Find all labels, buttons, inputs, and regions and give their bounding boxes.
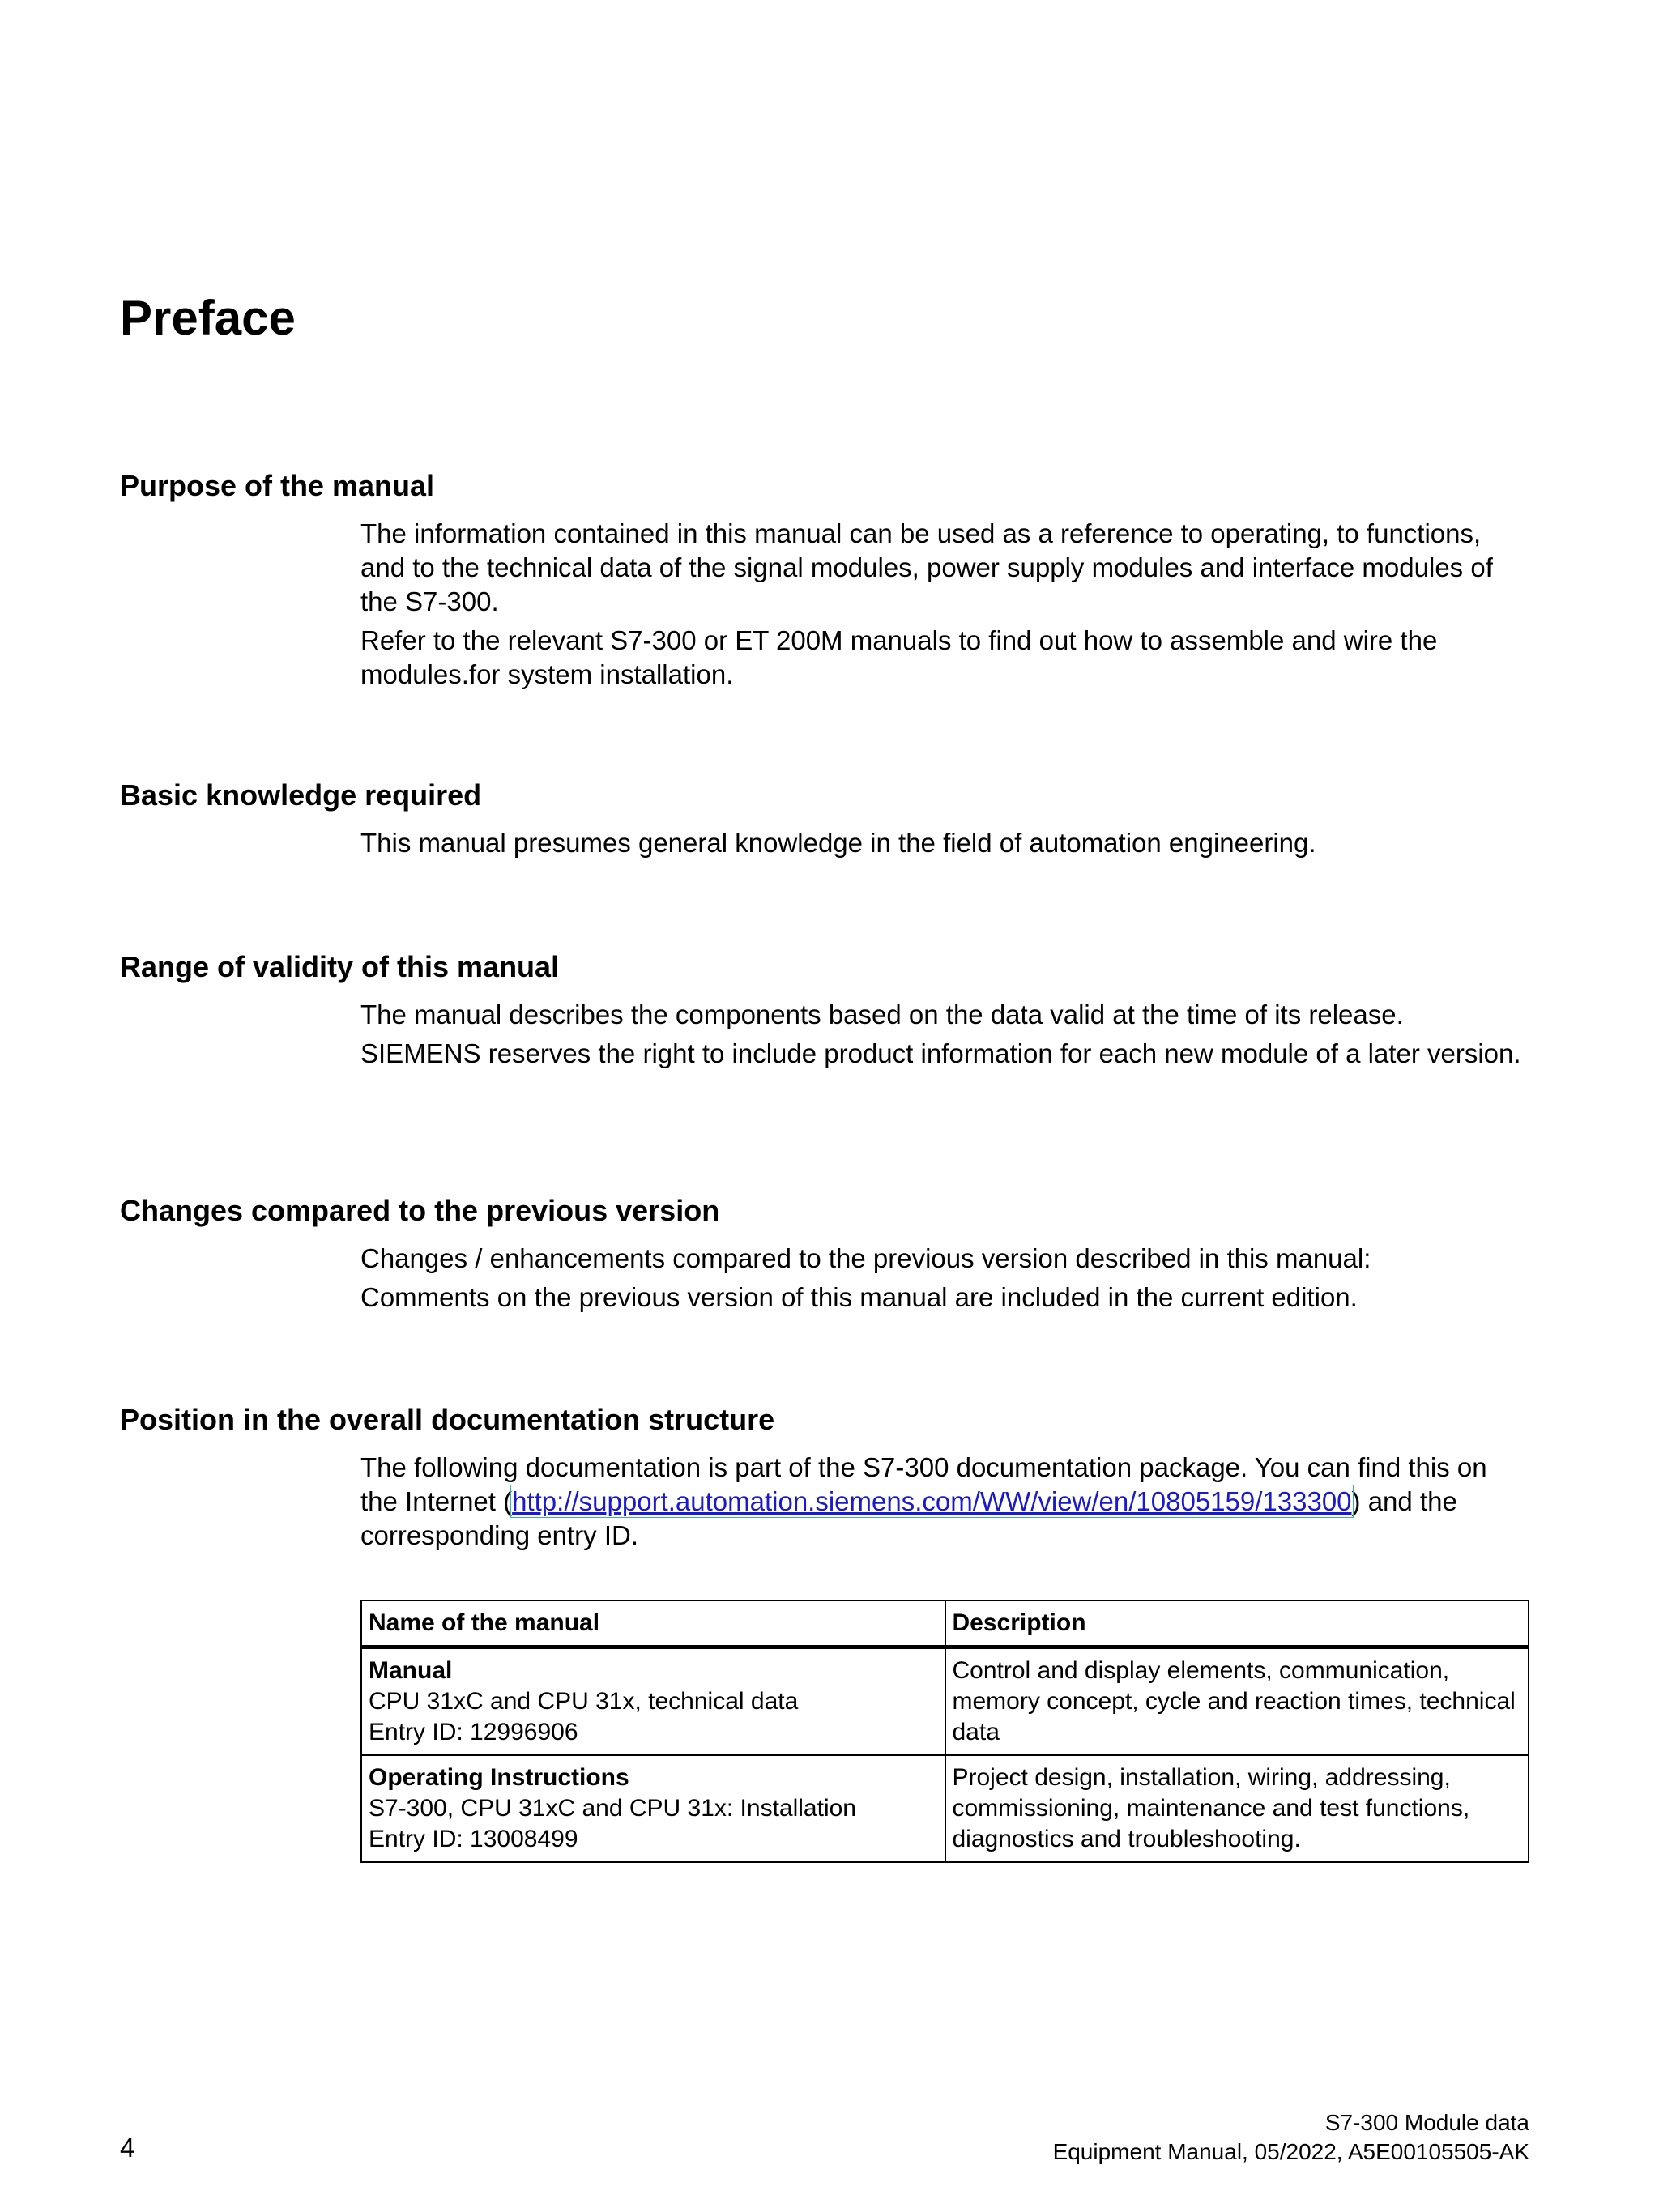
- column-header-name: Name of the manual: [361, 1600, 945, 1647]
- section-documentation-structure: [120, 1402, 1529, 1558]
- section-heading-documentation-structure: Position in the overall documentation structure: [120, 1403, 775, 1436]
- footer-doc-title: S7-300 Module data: [1324, 2110, 1529, 2135]
- manual-name-cell: [361, 1647, 945, 1756]
- page-title: Preface: [120, 291, 296, 345]
- section-heading-range-of-validity: Range of validity of this manual: [120, 950, 560, 983]
- section-heading-changes: Changes compared to the previous version: [120, 1194, 720, 1227]
- section-body-purpose: [360, 517, 1529, 692]
- paragraph: Refer to the relevant S7-300 or ET 200M manuals to find out how to assemble and wire the modules.for system installation.: [360, 625, 1438, 689]
- manual-title: S7-300, CPU 31xC and CPU 31x: Installation: [369, 1795, 856, 1822]
- footer-doc-info: Equipment Manual, 05/2022, A5E00105505-AK: [1052, 2139, 1529, 2164]
- paragraph: This manual presumes general knowledge in the field of automation engineering.: [360, 828, 1316, 858]
- section-basic-knowledge: [120, 778, 1529, 865]
- footer-document-info: [1053, 2108, 1529, 2167]
- manual-title: CPU 31xC and CPU 31x, technical data: [369, 1688, 799, 1715]
- intro-text-end: ) and the corresponding entry ID.: [360, 1486, 1457, 1550]
- table-header-row: [361, 1600, 1529, 1647]
- section-purpose: [120, 468, 1529, 697]
- documentation-table: [360, 1600, 1529, 1863]
- column-header-description: Description: [945, 1600, 1529, 1647]
- section-range-of-validity: [120, 949, 1529, 1076]
- section-changes: [120, 1193, 1529, 1319]
- support-link[interactable]: http://support.automation.siemens.com/WW/view/en/10805159/133300: [512, 1486, 1352, 1516]
- section-body-basic-knowledge: [360, 826, 1529, 860]
- table-row: [361, 1647, 1529, 1756]
- manual-name-cell: [361, 1755, 945, 1862]
- paragraph: SIEMENS reserves the right to include product information for each new module of a later version.: [360, 1038, 1521, 1068]
- paragraph: Changes / enhancements compared to the previous version described in this manual:: [360, 1243, 1371, 1273]
- manual-type: Manual: [369, 1657, 453, 1684]
- paragraph: The manual describes the components based on the data valid at the time of its release.: [360, 999, 1404, 1029]
- intro-text: The following documentation is part of the S7-300 documentation package. You can find this on the Internet (: [360, 1452, 1487, 1516]
- manual-entry-id: Entry ID: 13008499: [369, 1826, 578, 1852]
- page-number: 4: [120, 2133, 135, 2163]
- paragraph: The information contained in this manual can be used as a reference to operating, to functions, and to the technical data of the signal modules, power supply modules and interface modules of the S7-300.: [360, 518, 1493, 616]
- paragraph: Comments on the previous version of this manual are included in the current edition.: [360, 1282, 1358, 1312]
- section-heading-purpose: Purpose of the manual: [120, 469, 435, 502]
- manual-entry-id: Entry ID: 12996906: [369, 1719, 578, 1745]
- section-body-range-of-validity: [360, 998, 1529, 1071]
- manual-description-cell: Control and display elements, communication, memory concept, cycle and reaction times, technical data: [945, 1647, 1529, 1756]
- paragraph: [360, 1451, 1529, 1553]
- manual-type: Operating Instructions: [369, 1764, 629, 1791]
- section-heading-basic-knowledge: Basic knowledge required: [120, 778, 482, 812]
- section-body-documentation-structure: [360, 1451, 1529, 1553]
- table-row: [361, 1755, 1529, 1862]
- section-body-changes: [360, 1242, 1529, 1315]
- manual-description-cell: Project design, installation, wiring, addressing, commissioning, maintenance and test functions, diagnostics and troubleshooting.: [945, 1755, 1529, 1862]
